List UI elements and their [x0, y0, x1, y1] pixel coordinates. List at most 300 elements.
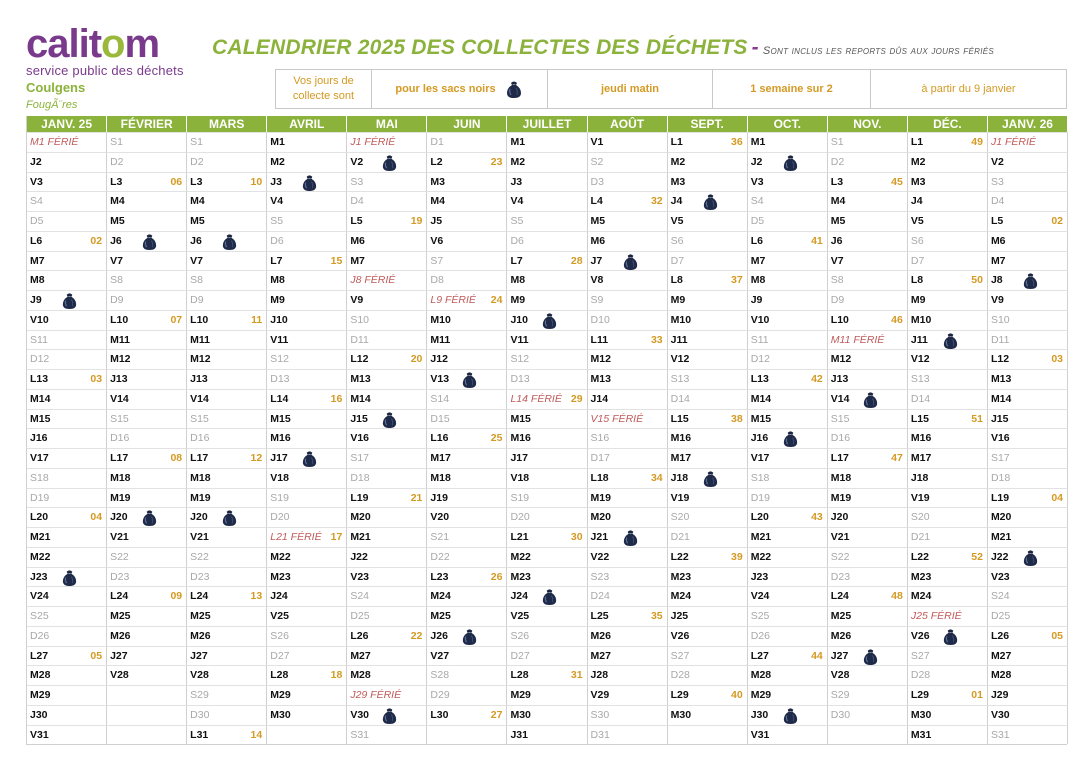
day-cell: [107, 369, 187, 389]
day-cell: [27, 527, 107, 547]
day-label: D14: [910, 392, 931, 405]
day-cell: [347, 349, 427, 369]
day-cell: [988, 468, 1068, 488]
day-cell: [828, 231, 908, 251]
day-cell: [668, 705, 748, 725]
day-label: V31: [750, 728, 770, 741]
day-label: M11: [190, 333, 211, 346]
day-cell: [588, 606, 668, 626]
day-cell: [988, 231, 1068, 251]
day-cell: [988, 251, 1068, 271]
day-cell: [347, 191, 427, 211]
day-cell: [908, 488, 988, 508]
day-cell: [427, 606, 507, 626]
logo-word-b: m: [124, 22, 160, 66]
day-label: M15: [270, 412, 291, 425]
day-label: L9 FÉRIÉ: [430, 294, 476, 306]
day-cell: [748, 409, 828, 429]
day-label: M15: [510, 412, 531, 425]
day-cell: [668, 626, 748, 646]
info-waste-type: [372, 70, 548, 108]
day-cell: [828, 152, 908, 172]
day-label: D5: [30, 215, 44, 227]
day-label: L5: [990, 215, 1004, 227]
day-label: M9: [670, 294, 686, 306]
day-cell: [588, 191, 668, 211]
info-frequency: 1 semaine sur 2: [713, 70, 871, 108]
day-label: V27: [430, 649, 450, 662]
day-label: S30: [590, 708, 610, 721]
black-trash-bag-icon: [140, 508, 159, 527]
day-label: V29: [590, 689, 610, 701]
month-header: AVRIL: [267, 116, 347, 132]
day-label: M1: [510, 136, 526, 148]
day-label: S4: [750, 195, 764, 208]
day-label: L21: [510, 531, 529, 543]
day-cell: [668, 251, 748, 271]
week-number: 04: [1051, 491, 1064, 504]
day-cell: [908, 547, 988, 567]
day-cell: [988, 389, 1068, 409]
day-cell: [427, 152, 507, 172]
day-label: L13: [30, 373, 49, 385]
day-label: D16: [110, 432, 130, 445]
day-cell: [187, 270, 267, 290]
black-trash-bag-icon: [861, 390, 880, 409]
day-cell: [988, 725, 1068, 745]
day-label: J2: [750, 155, 763, 168]
day-cell: [347, 428, 427, 448]
week-number: 01: [971, 689, 983, 701]
day-label: M14: [990, 392, 1012, 405]
day-label: D6: [510, 234, 524, 247]
day-cell: [27, 586, 107, 606]
day-label: D21: [670, 531, 690, 543]
day-cell: [107, 330, 187, 350]
day-cell: [507, 132, 587, 152]
day-cell: [748, 330, 828, 350]
day-label: V21: [830, 531, 850, 543]
week-number: 35: [650, 610, 663, 622]
week-number: 03: [90, 373, 103, 385]
black-trash-bag-icon: [540, 311, 559, 330]
day-cell: [828, 270, 908, 290]
day-label: S24: [350, 590, 369, 603]
day-cell: [187, 290, 267, 310]
day-cell: [748, 251, 828, 271]
day-cell: [588, 330, 668, 350]
day-cell: [347, 527, 427, 547]
day-cell: [107, 152, 187, 172]
day-cell: [27, 290, 107, 310]
day-cell: [27, 665, 107, 685]
day-cell: [828, 507, 908, 527]
day-cell: [748, 270, 828, 290]
day-label: M17: [910, 452, 932, 464]
day-label: D2: [110, 155, 124, 168]
day-label: M13: [590, 373, 611, 385]
month-header: JUIN: [427, 116, 507, 132]
day-label: L20: [30, 511, 49, 524]
day-cell: [507, 448, 587, 468]
day-label: M6: [350, 234, 365, 247]
week-number: 50: [971, 274, 983, 287]
day-cell: [187, 586, 267, 606]
day-label: L10: [110, 313, 129, 326]
day-label: V18: [270, 471, 289, 484]
day-cell: [748, 488, 828, 508]
day-cell: [267, 685, 347, 705]
day-label: J4: [670, 195, 683, 208]
day-cell: [507, 428, 587, 448]
day-label: M17: [430, 452, 451, 464]
day-label: S29: [190, 689, 209, 701]
day-label: D28: [670, 669, 690, 682]
day-label: M16: [270, 432, 291, 445]
day-label: M2: [670, 155, 686, 168]
day-label: L11: [590, 333, 609, 346]
day-cell: [988, 330, 1068, 350]
day-label: L30: [430, 708, 449, 721]
day-label: M29: [510, 689, 531, 701]
week-number: 41: [811, 234, 823, 247]
day-cell: [748, 547, 828, 567]
day-label: L15: [670, 412, 689, 425]
day-cell: [27, 705, 107, 725]
day-label: M2: [270, 155, 285, 168]
day-label: L10: [830, 313, 849, 326]
day-label: L20: [750, 511, 769, 524]
day-label: M15: [750, 412, 772, 425]
day-label: M6: [990, 234, 1006, 247]
day-label: V8: [590, 274, 604, 287]
day-label: M25: [430, 610, 451, 622]
day-cell: [828, 369, 908, 389]
day-label: L13: [750, 373, 769, 385]
day-cell: [588, 646, 668, 666]
black-trash-bag-icon: [781, 153, 800, 172]
day-label: J15: [990, 412, 1009, 425]
day-cell: [107, 231, 187, 251]
day-cell: [908, 567, 988, 587]
day-cell: [107, 172, 187, 192]
day-cell: [988, 290, 1068, 310]
day-label: M27: [350, 649, 371, 662]
day-label: M8: [30, 274, 45, 287]
day-label: J8 FÉRIÉ: [350, 274, 396, 287]
day-label: V14: [110, 392, 129, 405]
day-label: M21: [750, 531, 772, 543]
day-label: M19: [110, 491, 131, 504]
day-label: V22: [590, 550, 610, 563]
day-label: M7: [350, 254, 365, 267]
month-header: OCT.: [748, 116, 828, 132]
day-cell: [267, 409, 347, 429]
day-cell: [588, 685, 668, 705]
day-cell: [267, 665, 347, 685]
day-cell: [347, 389, 427, 409]
day-cell: [988, 191, 1068, 211]
day-label: L8: [670, 274, 683, 287]
day-label: D26: [750, 629, 770, 642]
day-cell: [507, 409, 587, 429]
collection-info-box: [275, 69, 1067, 109]
day-cell: [267, 191, 347, 211]
day-label: M25: [110, 610, 131, 622]
day-label: D23: [830, 570, 851, 583]
day-label: D3: [590, 175, 604, 188]
day-cell: [27, 626, 107, 646]
empty-cell: [668, 725, 748, 745]
day-label: V21: [190, 531, 209, 543]
day-label: V3: [750, 175, 764, 188]
day-cell: [427, 488, 507, 508]
day-cell: [347, 606, 427, 626]
day-label: S29: [830, 689, 850, 701]
day-label: V13: [430, 373, 450, 385]
week-number: 42: [811, 373, 823, 385]
day-label: J29 FÉRIÉ: [350, 689, 402, 701]
day-cell: [427, 428, 507, 448]
day-cell: [668, 685, 748, 705]
day-cell: [187, 389, 267, 409]
day-cell: [107, 567, 187, 587]
day-label: S8: [830, 274, 844, 287]
day-label: L6: [750, 234, 763, 247]
day-label: S5: [510, 215, 524, 227]
black-trash-bag-icon: [60, 291, 79, 310]
day-cell: [668, 567, 748, 587]
week-number: 11: [251, 313, 263, 326]
day-cell: [107, 132, 187, 152]
day-cell: [507, 567, 587, 587]
black-trash-bag-icon: [220, 508, 239, 527]
day-cell: [267, 389, 347, 409]
day-cell: [988, 349, 1068, 369]
day-label: V16: [990, 432, 1010, 445]
day-cell: [828, 685, 908, 705]
day-label: J15: [350, 412, 368, 425]
day-label: J6: [190, 234, 202, 247]
day-label: M16: [910, 432, 932, 445]
day-label: L17: [830, 452, 849, 464]
day-cell: [668, 231, 748, 251]
day-cell: [427, 646, 507, 666]
day-cell: [988, 606, 1068, 626]
day-label: M26: [590, 629, 611, 642]
day-cell: [107, 310, 187, 330]
day-cell: [908, 152, 988, 172]
day-label: D20: [270, 511, 290, 524]
black-trash-bag-icon: [380, 410, 399, 429]
empty-cell: [107, 725, 187, 745]
day-cell: [507, 586, 587, 606]
day-label: M23: [670, 570, 692, 583]
day-cell: [27, 428, 107, 448]
black-trash-bag-icon: [60, 568, 79, 587]
day-label: V4: [510, 195, 524, 208]
day-cell: [507, 231, 587, 251]
day-cell: [828, 665, 908, 685]
day-label: S24: [990, 590, 1010, 603]
day-cell: [748, 428, 828, 448]
day-label: M19: [190, 491, 211, 504]
day-label: D23: [110, 570, 130, 583]
day-cell: [187, 725, 267, 745]
day-cell: [507, 547, 587, 567]
day-cell: [828, 330, 908, 350]
day-label: D16: [830, 432, 851, 445]
day-cell: [908, 428, 988, 448]
black-trash-bag-icon: [1021, 271, 1040, 290]
day-label: S21: [430, 531, 450, 543]
day-cell: [908, 132, 988, 152]
day-cell: [427, 369, 507, 389]
day-label: V5: [910, 215, 924, 227]
day-label: M22: [30, 550, 51, 563]
day-label: J4: [910, 195, 923, 208]
day-label: M4: [110, 195, 125, 208]
day-cell: [267, 132, 347, 152]
day-cell: [347, 211, 427, 231]
day-cell: [908, 685, 988, 705]
day-label: M10: [670, 313, 692, 326]
day-label: M8: [750, 274, 766, 287]
day-label: M24: [430, 590, 451, 603]
day-cell: [748, 152, 828, 172]
locality-name: FougÃ¨res: [26, 99, 78, 111]
day-cell: [347, 231, 427, 251]
day-label: M18: [190, 471, 211, 484]
day-label: S9: [590, 294, 604, 306]
day-cell: [588, 211, 668, 231]
logo-word-a: calit: [26, 22, 102, 66]
day-label: J19: [430, 491, 448, 504]
day-label: M4: [430, 195, 445, 208]
logo-wordmark: [26, 24, 201, 66]
day-label: D1: [430, 136, 444, 148]
day-cell: [748, 211, 828, 231]
day-cell: [748, 507, 828, 527]
day-cell: [187, 330, 267, 350]
week-number: 02: [1051, 215, 1064, 227]
day-cell: [427, 389, 507, 409]
day-label: M7: [990, 254, 1006, 267]
day-cell: [748, 231, 828, 251]
day-label: L29: [670, 689, 689, 701]
day-cell: [988, 428, 1068, 448]
day-cell: [588, 507, 668, 527]
subtitle-text: Sont inclus les reports dûs aux jours fériés: [762, 45, 994, 57]
day-cell: [588, 567, 668, 587]
day-label: M8: [270, 274, 285, 287]
day-cell: [267, 626, 347, 646]
day-cell: [507, 369, 587, 389]
day-label: M26: [190, 629, 211, 642]
day-cell: [347, 725, 427, 745]
day-label: S3: [990, 175, 1004, 188]
black-trash-bag-icon: [621, 528, 640, 547]
day-cell: [668, 665, 748, 685]
day-label: S31: [990, 728, 1010, 741]
day-label: D28: [910, 669, 931, 682]
day-cell: [347, 646, 427, 666]
day-cell: [748, 567, 828, 587]
day-cell: [267, 330, 347, 350]
day-cell: [748, 685, 828, 705]
day-cell: [107, 646, 187, 666]
day-cell: [588, 468, 668, 488]
day-cell: [427, 251, 507, 271]
day-label: L3: [190, 175, 203, 188]
day-label: L26: [350, 629, 369, 642]
day-cell: [668, 369, 748, 389]
day-label: J29: [990, 689, 1009, 701]
day-label: J27: [830, 649, 849, 662]
day-label: J18: [670, 471, 689, 484]
day-cell: [27, 330, 107, 350]
day-cell: [187, 448, 267, 468]
day-label: L12: [350, 353, 369, 366]
day-cell: [267, 290, 347, 310]
week-number: 40: [731, 689, 743, 701]
day-cell: [748, 389, 828, 409]
day-label: M27: [590, 649, 611, 662]
day-cell: [507, 251, 587, 271]
day-label: D13: [270, 373, 290, 385]
day-label: M28: [350, 669, 371, 682]
day-cell: [107, 270, 187, 290]
day-cell: [427, 349, 507, 369]
day-cell: [668, 527, 748, 547]
day-label: D12: [30, 353, 50, 366]
day-label: V9: [990, 294, 1004, 306]
day-label: M22: [750, 550, 772, 563]
day-label: D20: [510, 511, 530, 524]
day-cell: [427, 132, 507, 152]
day-label: S12: [270, 353, 289, 366]
day-label: V24: [30, 590, 49, 603]
month-header: SEPT.: [668, 116, 748, 132]
day-cell: [507, 527, 587, 547]
week-number: 44: [811, 649, 823, 662]
day-label: D12: [750, 353, 770, 366]
day-label: L7: [510, 254, 523, 267]
day-cell: [588, 270, 668, 290]
day-cell: [107, 586, 187, 606]
day-label: J24: [270, 590, 288, 603]
day-label: V11: [270, 333, 289, 346]
day-cell: [828, 527, 908, 547]
day-cell: [427, 527, 507, 547]
day-label: S17: [350, 452, 369, 464]
day-label: V28: [190, 669, 209, 682]
day-cell: [267, 586, 347, 606]
day-cell: [908, 409, 988, 429]
day-cell: [27, 488, 107, 508]
day-label: V19: [910, 491, 930, 504]
day-label: M4: [830, 195, 846, 208]
day-label: M1: [270, 136, 285, 148]
day-label: S17: [990, 452, 1010, 464]
day-cell: [187, 468, 267, 488]
day-label: J24: [510, 590, 528, 603]
day-cell: [187, 369, 267, 389]
day-label: L19: [350, 491, 369, 504]
day-label: J8: [990, 274, 1003, 287]
day-cell: [828, 191, 908, 211]
day-cell: [988, 567, 1068, 587]
